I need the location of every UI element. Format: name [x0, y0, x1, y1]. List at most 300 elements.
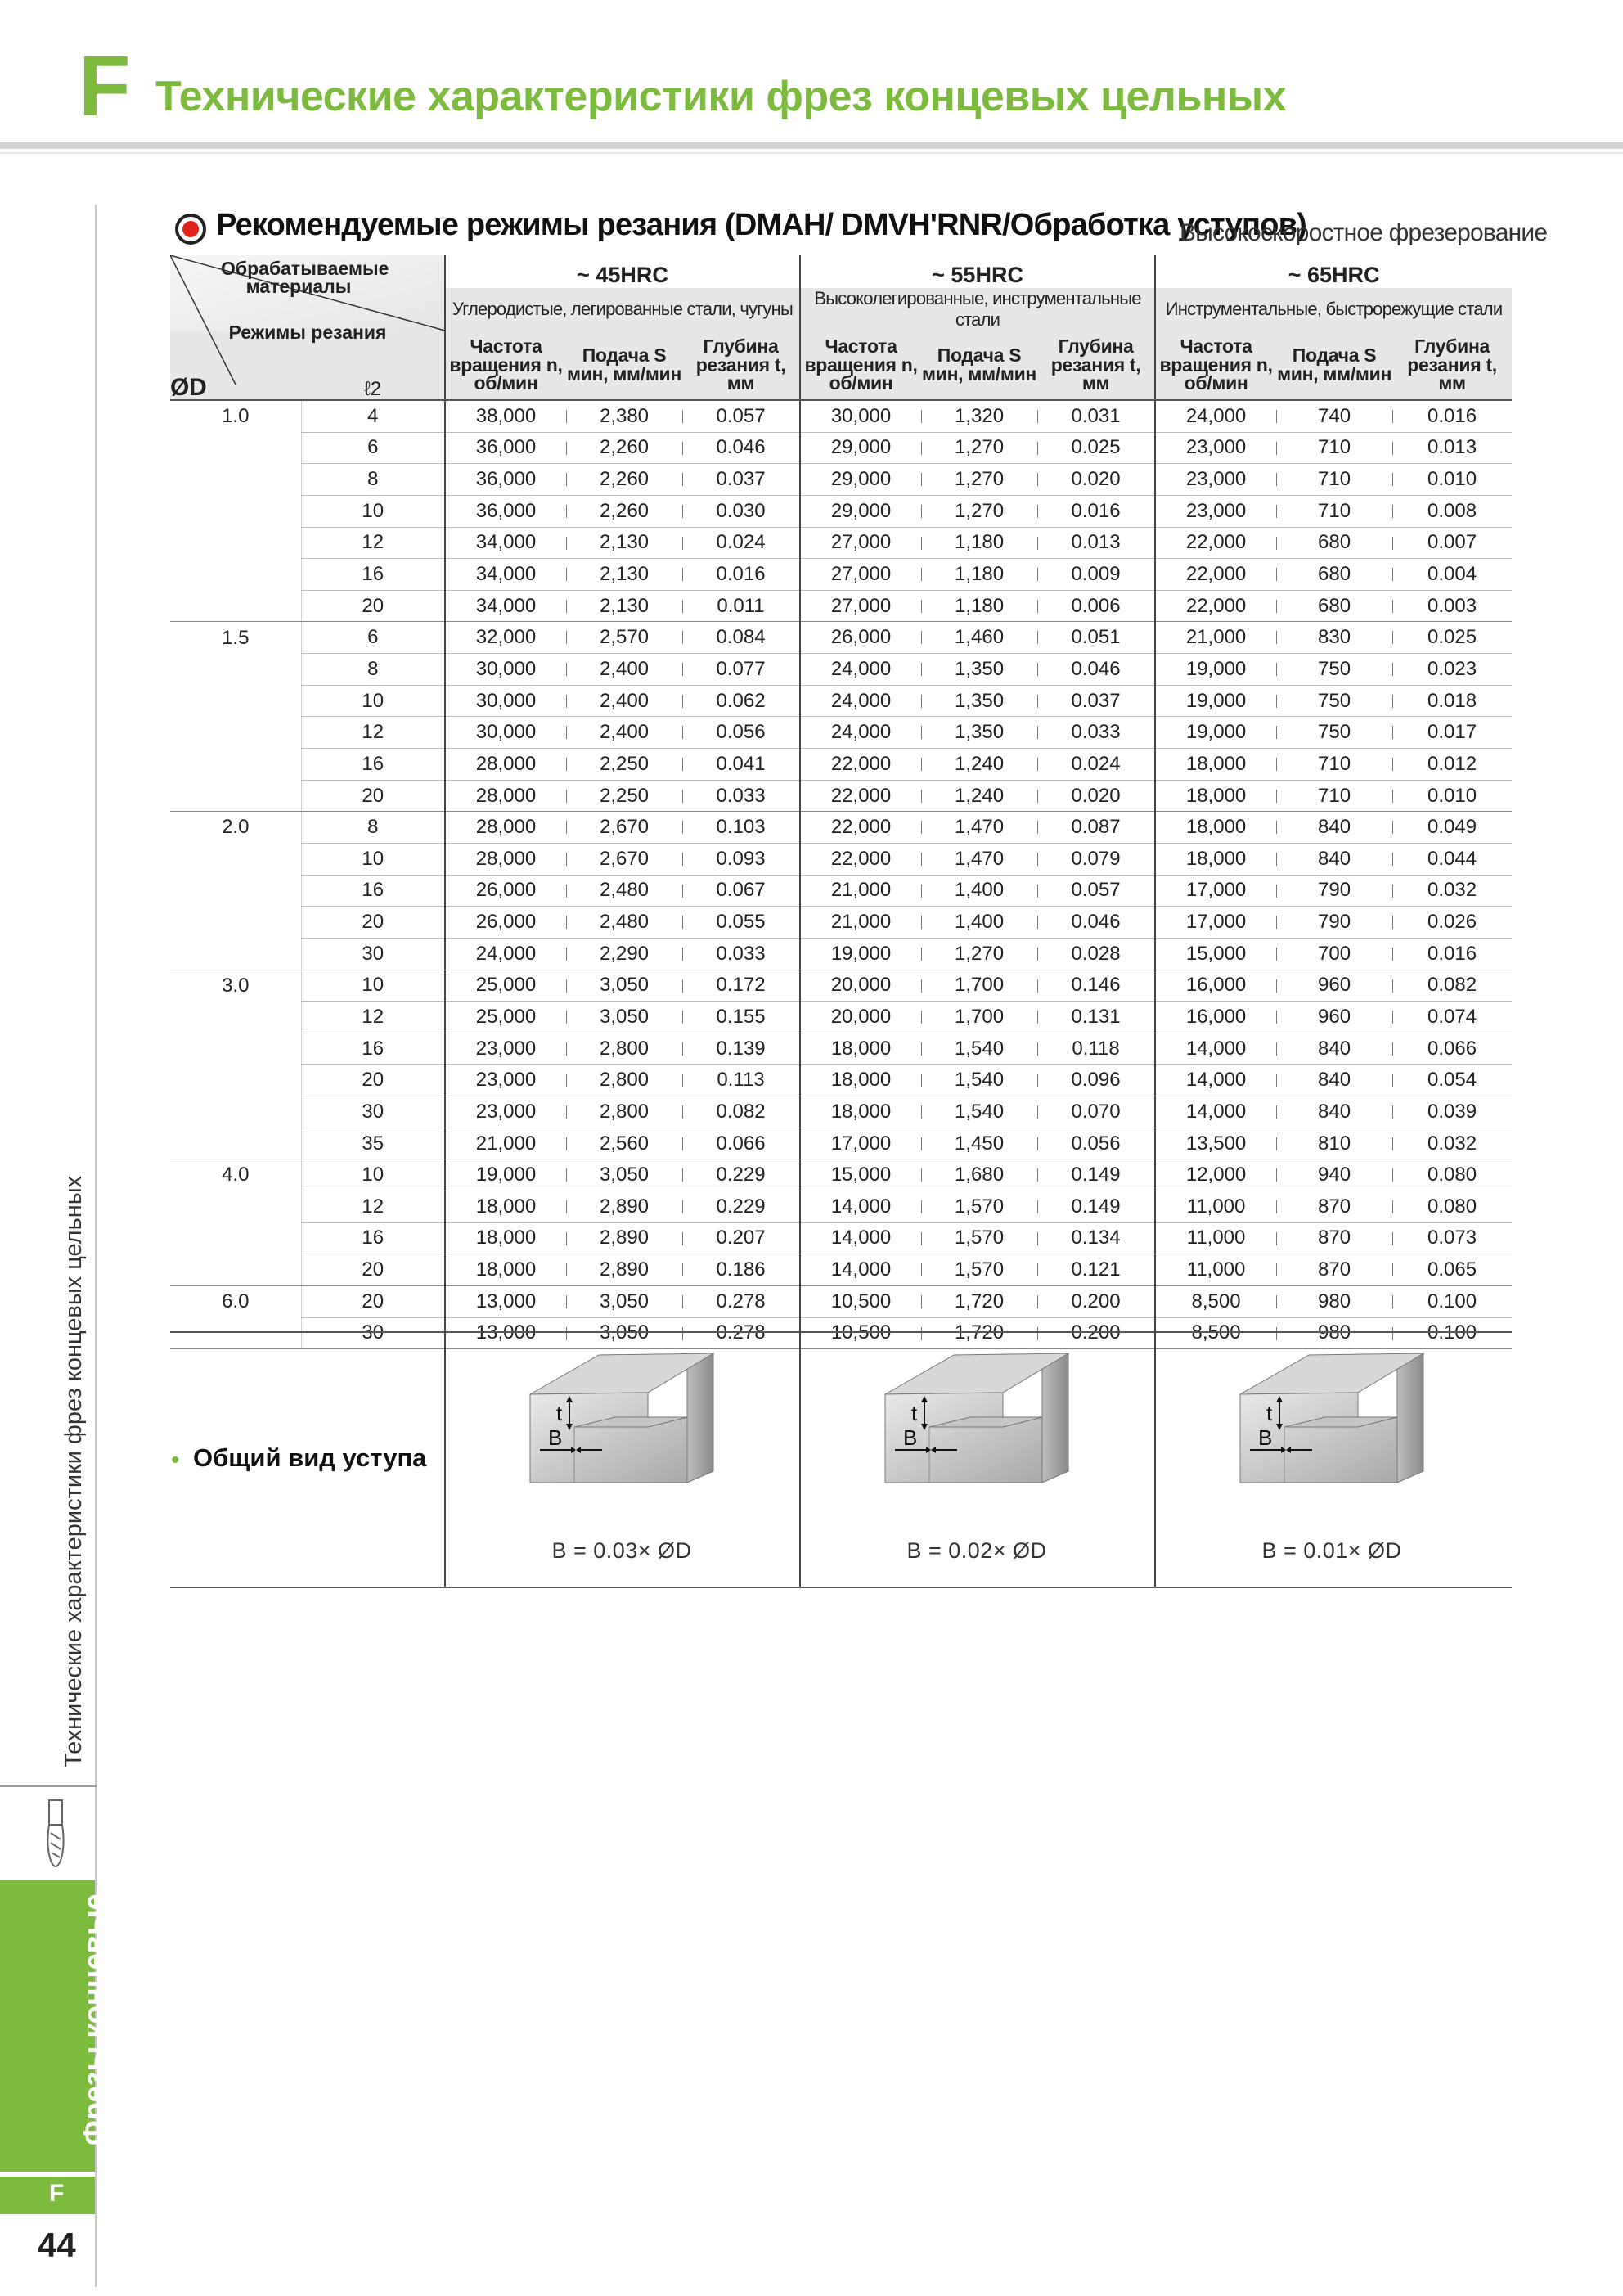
- step-diagram: [524, 1348, 720, 1520]
- feed-cell: 870: [1276, 1254, 1392, 1286]
- speed-cell: 29,000: [800, 464, 921, 496]
- length-cell: 10: [301, 495, 445, 527]
- feed-cell: 2,260: [566, 464, 682, 496]
- depth-cell: 0.041: [682, 749, 800, 781]
- depth-cell: 0.039: [1392, 1096, 1512, 1128]
- depth-cell: 0.100: [1392, 1317, 1512, 1349]
- speed-cell: 24,000: [800, 685, 921, 717]
- width-marker-label: B: [903, 1425, 918, 1450]
- length-cell: 10: [301, 685, 445, 717]
- feed-cell: 3,050: [566, 1317, 682, 1349]
- corner-modes-label: Режимы резания: [228, 322, 387, 343]
- feed-cell: 1,400: [921, 907, 1037, 939]
- speed-cell: 24,000: [1155, 400, 1276, 432]
- feed-cell: 2,260: [566, 495, 682, 527]
- length-cell: 10: [301, 1159, 445, 1191]
- feed-cell: 2,250: [566, 749, 682, 781]
- depth-cell: 0.229: [682, 1191, 800, 1223]
- table-row: [170, 1033, 1512, 1065]
- speed-cell: 19,000: [1155, 717, 1276, 749]
- feed-cell: 2,480: [566, 875, 682, 907]
- depth-cell: 0.070: [1037, 1096, 1155, 1128]
- section-title: Рекомендуемые режимы резания (DMAH/ DMVH'RNR/Обработка уступов): [216, 208, 1307, 242]
- page-number: 44: [38, 2226, 76, 2264]
- feed-cell: 1,460: [921, 622, 1037, 654]
- length-cell: 16: [301, 875, 445, 907]
- feed-cell: 790: [1276, 907, 1392, 939]
- feed-cell: 2,670: [566, 812, 682, 844]
- feed-cell: 2,400: [566, 717, 682, 749]
- speed-cell: 30,000: [800, 400, 921, 432]
- speed-cell: 23,000: [445, 1065, 566, 1096]
- diameter-cell: [170, 1128, 301, 1159]
- feed-cell: 3,050: [566, 1002, 682, 1033]
- diameter-cell: 1.0: [222, 405, 250, 428]
- speed-cell: 18,000: [445, 1191, 566, 1223]
- depth-cell: 0.003: [1392, 590, 1512, 622]
- depth-cell: 0.155: [682, 1002, 800, 1033]
- depth-header: Глубина резания t, мм: [1037, 331, 1155, 400]
- feed-cell: 1,180: [921, 527, 1037, 559]
- feed-header: Подача S мин, мм/мин: [921, 331, 1037, 400]
- table-row: [170, 1002, 1512, 1033]
- length-cell: 16: [301, 1222, 445, 1254]
- diameter-cell: [170, 780, 301, 812]
- depth-cell: 0.087: [1037, 812, 1155, 844]
- speed-cell: 14,000: [1155, 1033, 1276, 1065]
- header-rule: [0, 142, 1623, 149]
- depth-cell: 0.031: [1037, 400, 1155, 432]
- length-cell: 16: [301, 749, 445, 781]
- length-cell: 30: [301, 1317, 445, 1349]
- step-diagram: [879, 1348, 1075, 1520]
- speed-cell: 26,000: [445, 907, 566, 939]
- table-row: [170, 907, 1512, 939]
- speed-cell: 23,000: [445, 1033, 566, 1065]
- feed-cell: 740: [1276, 400, 1392, 432]
- feed-cell: 680: [1276, 527, 1392, 559]
- speed-header: Частота вращения n, об/мин: [445, 331, 566, 400]
- diagram-separator: [444, 1331, 446, 1587]
- depth-cell: 0.082: [682, 1096, 800, 1128]
- speed-cell: 29,000: [800, 432, 921, 464]
- length-cell: 10: [301, 843, 445, 875]
- depth-header: Глубина резания t, мм: [1392, 331, 1512, 400]
- speed-cell: 21,000: [445, 1128, 566, 1159]
- depth-cell: 0.118: [1037, 1033, 1155, 1065]
- depth-cell: 0.020: [1037, 780, 1155, 812]
- feed-cell: 2,560: [566, 1128, 682, 1159]
- feed-cell: 1,680: [921, 1159, 1037, 1191]
- table-row: [170, 400, 1512, 432]
- diagram-caption: Общий вид уступа: [193, 1443, 427, 1472]
- length-cell: 4: [301, 400, 445, 432]
- length-cell: 6: [301, 622, 445, 654]
- speed-cell: 17,000: [1155, 875, 1276, 907]
- length-cell: 16: [301, 559, 445, 591]
- feed-cell: 2,290: [566, 938, 682, 970]
- section-letter: F: [79, 39, 131, 134]
- feed-cell: 680: [1276, 559, 1392, 591]
- speed-cell: 34,000: [445, 527, 566, 559]
- speed-cell: 11,000: [1155, 1254, 1276, 1286]
- speed-cell: 17,000: [1155, 907, 1276, 939]
- depth-cell: 0.028: [1037, 938, 1155, 970]
- width-marker-label: B: [1258, 1425, 1273, 1450]
- diameter-cell: 2.0: [170, 812, 301, 844]
- feed-cell: 1,270: [921, 495, 1037, 527]
- feed-cell: 2,670: [566, 843, 682, 875]
- length-cell: 20: [301, 1285, 445, 1317]
- diameter-cell: [170, 685, 301, 717]
- feed-cell: 680: [1276, 590, 1392, 622]
- depth-cell: 0.062: [682, 685, 800, 717]
- speed-cell: 22,000: [800, 812, 921, 844]
- table-row: [170, 527, 1512, 559]
- feed-cell: 1,270: [921, 432, 1037, 464]
- speed-cell: 18,000: [800, 1065, 921, 1096]
- speed-cell: 23,000: [1155, 464, 1276, 496]
- feed-cell: 3,050: [566, 970, 682, 1002]
- speed-cell: 16,000: [1155, 970, 1276, 1002]
- speed-cell: 30,000: [445, 717, 566, 749]
- feed-cell: 1,270: [921, 938, 1037, 970]
- feed-cell: 1,400: [921, 875, 1037, 907]
- feed-cell: 750: [1276, 717, 1392, 749]
- speed-cell: 21,000: [1155, 622, 1276, 654]
- table-row: [170, 1254, 1512, 1286]
- feed-cell: 1,270: [921, 464, 1037, 496]
- speed-cell: 16,000: [1155, 1002, 1276, 1033]
- speed-cell: 18,000: [445, 1254, 566, 1286]
- material-header-65: Инструментальные, быстрорежущие стали: [1155, 288, 1512, 331]
- feed-cell: 980: [1276, 1317, 1392, 1349]
- diameter-cell: [170, 938, 301, 970]
- feed-cell: 840: [1276, 812, 1392, 844]
- table-row: [170, 970, 1512, 1002]
- feed-cell: 960: [1276, 1002, 1392, 1033]
- speed-header: Частота вращения n, об/мин: [1155, 331, 1276, 400]
- diameter-cell: [170, 654, 301, 686]
- depth-cell: 0.186: [682, 1254, 800, 1286]
- speed-cell: 25,000: [445, 1002, 566, 1033]
- speed-cell: 28,000: [445, 780, 566, 812]
- depth-cell: 0.131: [1037, 1002, 1155, 1033]
- feed-cell: 1,470: [921, 812, 1037, 844]
- depth-cell: 0.055: [682, 907, 800, 939]
- speed-cell: 18,000: [800, 1033, 921, 1065]
- speed-cell: 14,000: [800, 1254, 921, 1286]
- feed-cell: 1,570: [921, 1191, 1037, 1223]
- speed-cell: 21,000: [800, 875, 921, 907]
- diameter-cell: [170, 432, 301, 464]
- diameter-cell: [170, 495, 301, 527]
- depth-cell: 0.046: [1037, 907, 1155, 939]
- depth-cell: 0.074: [1392, 1002, 1512, 1033]
- feed-cell: 790: [1276, 875, 1392, 907]
- feed-cell: 2,380: [566, 400, 682, 432]
- length-cell: 10: [301, 970, 445, 1002]
- feed-cell: 710: [1276, 780, 1392, 812]
- length-cell: 20: [301, 590, 445, 622]
- table-row: [170, 559, 1512, 591]
- depth-cell: 0.030: [682, 495, 800, 527]
- speed-cell: 27,000: [800, 590, 921, 622]
- table-row: [170, 1096, 1512, 1128]
- depth-cell: 0.044: [1392, 843, 1512, 875]
- speed-cell: 22,000: [1155, 590, 1276, 622]
- depth-cell: 0.200: [1037, 1285, 1155, 1317]
- feed-cell: 840: [1276, 1096, 1392, 1128]
- diameter-cell: [170, 717, 301, 749]
- depth-marker-label: t: [1266, 1401, 1273, 1425]
- feed-cell: 2,400: [566, 685, 682, 717]
- depth-cell: 0.049: [1392, 812, 1512, 844]
- depth-cell: 0.066: [682, 1128, 800, 1159]
- diagram-separator: [799, 1331, 801, 1587]
- depth-cell: 0.033: [682, 780, 800, 812]
- feed-cell: 700: [1276, 938, 1392, 970]
- length-cell: 6: [301, 432, 445, 464]
- group-header-45: ~ 45HRC: [445, 255, 800, 288]
- speed-cell: 22,000: [800, 749, 921, 781]
- feed-cell: 1,350: [921, 685, 1037, 717]
- speed-cell: 29,000: [800, 495, 921, 527]
- speed-cell: 12,000: [1155, 1159, 1276, 1191]
- speed-cell: 22,000: [1155, 527, 1276, 559]
- depth-cell: 0.067: [682, 875, 800, 907]
- depth-cell: 0.066: [1392, 1033, 1512, 1065]
- speed-cell: 36,000: [445, 432, 566, 464]
- speed-cell: 34,000: [445, 590, 566, 622]
- depth-cell: 0.080: [1392, 1191, 1512, 1223]
- speed-cell: 36,000: [445, 464, 566, 496]
- side-underline: [0, 1785, 97, 1787]
- depth-cell: 0.032: [1392, 1128, 1512, 1159]
- feed-cell: 1,470: [921, 843, 1037, 875]
- length-cell: 35: [301, 1128, 445, 1159]
- feed-cell: 1,180: [921, 559, 1037, 591]
- depth-cell: 0.073: [1392, 1222, 1512, 1254]
- length-cell: 8: [301, 812, 445, 844]
- depth-cell: 0.113: [682, 1065, 800, 1096]
- feed-cell: 1,350: [921, 654, 1037, 686]
- table-row: [170, 1065, 1512, 1096]
- feed-cell: 2,260: [566, 432, 682, 464]
- speed-cell: 19,000: [1155, 685, 1276, 717]
- feed-cell: 1,540: [921, 1065, 1037, 1096]
- depth-cell: 0.096: [1037, 1065, 1155, 1096]
- depth-cell: 0.016: [1392, 938, 1512, 970]
- feed-cell: 1,350: [921, 717, 1037, 749]
- step-formula: B = 0.03× ØD: [551, 1538, 692, 1563]
- table-row: [170, 685, 1512, 717]
- feed-cell: 940: [1276, 1159, 1392, 1191]
- depth-cell: 0.033: [1037, 717, 1155, 749]
- speed-cell: 22,000: [800, 780, 921, 812]
- feed-cell: 750: [1276, 685, 1392, 717]
- feed-header: Подача S мин, мм/мин: [1276, 331, 1392, 400]
- diameter-cell: 1.5: [170, 622, 301, 654]
- depth-cell: 0.033: [682, 938, 800, 970]
- speed-cell: 8,500: [1155, 1317, 1276, 1349]
- page-title: Технические характеристики фрез концевых цельных: [155, 73, 1287, 120]
- feed-cell: 710: [1276, 495, 1392, 527]
- speed-cell: 17,000: [800, 1128, 921, 1159]
- depth-cell: 0.149: [1037, 1159, 1155, 1191]
- diameter-header: ØD: [170, 331, 301, 400]
- depth-cell: 0.026: [1392, 907, 1512, 939]
- speed-cell: 18,000: [1155, 812, 1276, 844]
- depth-cell: 0.100: [1392, 1285, 1512, 1317]
- depth-cell: 0.016: [1037, 495, 1155, 527]
- depth-cell: 0.093: [682, 843, 800, 875]
- table-row: [170, 495, 1512, 527]
- depth-cell: 0.046: [1037, 654, 1155, 686]
- speed-cell: 24,000: [800, 654, 921, 686]
- depth-cell: 0.134: [1037, 1222, 1155, 1254]
- table-row: [170, 1128, 1512, 1159]
- depth-cell: 0.051: [1037, 622, 1155, 654]
- length-cell: 20: [301, 780, 445, 812]
- speed-cell: 13,500: [1155, 1128, 1276, 1159]
- depth-cell: 0.023: [1392, 654, 1512, 686]
- speed-cell: 19,000: [800, 938, 921, 970]
- material-header-45: Углеродистые, легированные стали, чугуны: [445, 288, 800, 331]
- section-subtitle: Высокоскоростное фрезерование: [1180, 219, 1548, 246]
- length-cell: 8: [301, 654, 445, 686]
- depth-cell: 0.065: [1392, 1254, 1512, 1286]
- table-row: [170, 1222, 1512, 1254]
- feed-cell: 1,570: [921, 1254, 1037, 1286]
- feed-cell: 810: [1276, 1128, 1392, 1159]
- speed-cell: 28,000: [445, 843, 566, 875]
- feed-cell: 2,250: [566, 780, 682, 812]
- speed-cell: 30,000: [445, 654, 566, 686]
- speed-cell: 30,000: [445, 685, 566, 717]
- feed-cell: 1,700: [921, 1002, 1037, 1033]
- depth-cell: 0.017: [1392, 717, 1512, 749]
- diameter-cell: 6.0: [170, 1285, 301, 1317]
- diameter-cell: 3.0: [170, 970, 301, 1002]
- feed-cell: 2,130: [566, 590, 682, 622]
- speed-cell: 10,500: [800, 1317, 921, 1349]
- feed-cell: 1,540: [921, 1033, 1037, 1065]
- depth-cell: 0.121: [1037, 1254, 1155, 1286]
- speed-cell: 15,000: [1155, 938, 1276, 970]
- speed-cell: 13,000: [445, 1317, 566, 1349]
- table-row: [170, 654, 1512, 686]
- depth-cell: 0.057: [1037, 875, 1155, 907]
- speed-cell: 23,000: [445, 1096, 566, 1128]
- depth-cell: 0.010: [1392, 464, 1512, 496]
- depth-cell: 0.007: [1392, 527, 1512, 559]
- length-cell: 16: [301, 1033, 445, 1065]
- speed-cell: 26,000: [800, 622, 921, 654]
- feed-cell: 2,800: [566, 1033, 682, 1065]
- table-row: [170, 1191, 1512, 1223]
- feed-cell: 2,400: [566, 654, 682, 686]
- speed-cell: 14,000: [800, 1191, 921, 1223]
- depth-marker-label: t: [556, 1401, 563, 1425]
- length-cell: 20: [301, 907, 445, 939]
- feed-cell: 830: [1276, 622, 1392, 654]
- diameter-cell: [170, 1096, 301, 1128]
- depth-cell: 0.010: [1392, 780, 1512, 812]
- diameter-cell: [170, 464, 301, 496]
- material-header-55: Высоколегированные, инструментальные стали: [800, 288, 1155, 331]
- table-row: [170, 812, 1512, 844]
- depth-cell: 0.004: [1392, 559, 1512, 591]
- feed-cell: 3,050: [566, 1285, 682, 1317]
- speed-cell: 20,000: [800, 970, 921, 1002]
- feed-cell: 2,570: [566, 622, 682, 654]
- depth-cell: 0.011: [682, 590, 800, 622]
- depth-cell: 0.009: [1037, 559, 1155, 591]
- feed-cell: 2,890: [566, 1222, 682, 1254]
- speed-cell: 19,000: [1155, 654, 1276, 686]
- feed-cell: 1,240: [921, 749, 1037, 781]
- speed-cell: 14,000: [800, 1222, 921, 1254]
- depth-cell: 0.079: [1037, 843, 1155, 875]
- speed-cell: 38,000: [445, 400, 566, 432]
- step-formula: B = 0.01× ØD: [1261, 1538, 1402, 1563]
- table-row: [170, 1285, 1512, 1317]
- group-header-55: ~ 55HRC: [800, 255, 1155, 288]
- feed-cell: 1,320: [921, 400, 1037, 432]
- diameter-cell: [170, 1033, 301, 1065]
- speed-cell: 24,000: [445, 938, 566, 970]
- diameter-cell: [170, 875, 301, 907]
- depth-cell: 0.013: [1037, 527, 1155, 559]
- feed-cell: 710: [1276, 464, 1392, 496]
- table-body: [170, 400, 1512, 1349]
- depth-cell: 0.229: [682, 1159, 800, 1191]
- length-cell: 12: [301, 717, 445, 749]
- diameter-cell: [170, 907, 301, 939]
- feed-cell: 750: [1276, 654, 1392, 686]
- length-cell: 20: [301, 1254, 445, 1286]
- feed-cell: 2,130: [566, 559, 682, 591]
- cutting-modes-table: [170, 255, 1512, 1349]
- speed-cell: 27,000: [800, 559, 921, 591]
- diameter-cell: [170, 843, 301, 875]
- feed-cell: 840: [1276, 1033, 1392, 1065]
- speed-cell: 27,000: [800, 527, 921, 559]
- speed-cell: 19,000: [445, 1159, 566, 1191]
- step-formula: B = 0.02× ØD: [906, 1538, 1047, 1563]
- speed-cell: 10,500: [800, 1285, 921, 1317]
- diameter-cell: [170, 749, 301, 781]
- speed-cell: 23,000: [1155, 432, 1276, 464]
- feed-cell: 870: [1276, 1222, 1392, 1254]
- depth-cell: 0.013: [1392, 432, 1512, 464]
- feed-cell: 2,800: [566, 1096, 682, 1128]
- length-cell: 12: [301, 1002, 445, 1033]
- table-corner-cell: [170, 255, 445, 343]
- length-cell: 30: [301, 938, 445, 970]
- table-row: [170, 432, 1512, 464]
- feed-cell: 2,130: [566, 527, 682, 559]
- table-row: [170, 749, 1512, 781]
- header-rule-thin: [0, 152, 1623, 154]
- depth-cell: 0.025: [1037, 432, 1155, 464]
- depth-cell: 0.149: [1037, 1191, 1155, 1223]
- side-vertical-text: Технические характеристики фрез концевых цельных: [61, 1175, 87, 1767]
- depth-cell: 0.054: [1392, 1065, 1512, 1096]
- table-row: [170, 843, 1512, 875]
- end-mill-icon: [41, 1797, 70, 1875]
